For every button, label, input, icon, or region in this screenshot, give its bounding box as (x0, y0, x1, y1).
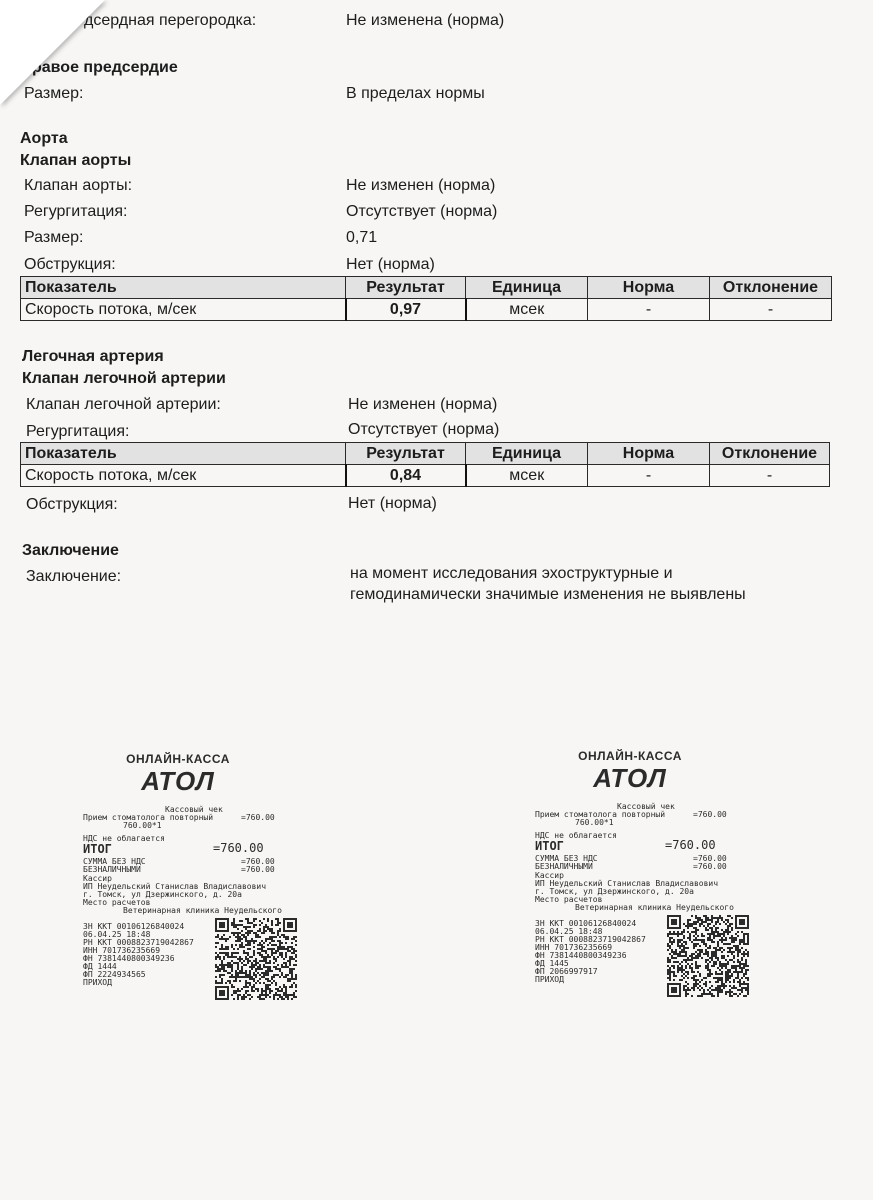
conclusion-text-line-1: на момент исследования эхоструктурные и (350, 565, 673, 582)
pulmonary-valve-label: Клапан легочной артерии: (26, 396, 221, 413)
receipt (535, 739, 755, 1007)
receipt-item-sum: =760.00 (241, 813, 275, 822)
receipt-no-vat-label: СУММА БЕЗ НДС (535, 854, 598, 863)
receipt-brand: ОНЛАЙН-КАССА (126, 752, 230, 766)
receipt-type: ПРИХОД (83, 978, 112, 987)
conclusion-label: Заключение: (26, 568, 122, 585)
receipt-cashless-label: БЕЗНАЛИЧНЫМИ (83, 865, 141, 874)
receipt-total-label: ИТОГ (535, 839, 564, 853)
receipt-item: Прием стоматолога повторный (83, 813, 214, 822)
aortic-valve-value: Не изменен (норма) (346, 177, 496, 194)
receipt-zn: ЗН ККТ 00106126840024 (83, 922, 185, 931)
col-header-result: Результат (346, 443, 466, 465)
receipt-total-value: =760.00 (665, 838, 716, 852)
right-atrium-size-label: Размер: (24, 85, 84, 102)
aortic-regurgitation-label: Регургитация: (24, 203, 128, 220)
receipt-fn: ФН 7381440800349236 (535, 951, 627, 960)
septum-value: Не изменена (норма) (346, 12, 505, 29)
receipt-seller: ИП Неудельский Станислав Владиславович (83, 882, 267, 891)
aortic-regurgitation-value: Отсутствует (норма) (346, 203, 498, 220)
receipt-brand: ОНЛАЙН-КАССА (578, 749, 682, 763)
receipt-qty-price: 760.00*1 (575, 818, 614, 827)
receipt-vat: НДС не облагается (535, 831, 617, 840)
receipt-cashier: Кассир (83, 874, 112, 883)
atol-logo: АТОЛ (141, 766, 215, 796)
receipt-type: ПРИХОД (535, 975, 564, 984)
receipt-item: Прием стоматолога повторный (535, 810, 666, 819)
receipt-no-vat-value: =760.00 (693, 854, 727, 863)
aortic-size-label: Размер: (24, 229, 84, 246)
atol-logo: АТОЛ (593, 763, 667, 793)
receipt-title: Кассовый чек (165, 805, 223, 814)
indicator-cell: Скорость потока, м/сек (21, 465, 346, 487)
result-cell: 0,84 (346, 465, 466, 487)
pulmonary-obstruction-value: Нет (норма) (348, 495, 437, 512)
pulmonary-flow-table (20, 442, 830, 487)
receipt-address: г. Томск, ул Дзержинского, д. 20а (83, 890, 242, 899)
col-header-norm: Норма (588, 277, 710, 299)
receipt-fd: ФД 1445 (535, 959, 569, 968)
receipt-place-label: Место расчетов (83, 898, 151, 907)
result-cell: 0,97 (346, 299, 466, 321)
receipt-fp: ФП 2224934565 (83, 970, 146, 979)
aortic-valve-heading: Клапан аорты (20, 152, 132, 169)
receipt-datetime: 06.04.25 18:48 (535, 927, 603, 936)
receipt-qty-price: 760.00*1 (123, 821, 162, 830)
table-row (21, 465, 830, 487)
right-atrium-size-value: В пределах нормы (346, 85, 485, 102)
col-header-indicator: Показатель (21, 443, 346, 465)
receipt-place-value: Ветеринарная клиника Неудельского (123, 906, 282, 915)
receipt-zn: ЗН ККТ 00106126840024 (535, 919, 637, 928)
table-header-row (21, 443, 830, 465)
norm-cell: - (588, 465, 710, 487)
pulmonary-valve-heading: Клапан легочной артерии (22, 370, 226, 387)
septum-label: дсердная перегородка: (84, 12, 257, 29)
receipt-address: г. Томск, ул Дзержинского, д. 20а (535, 887, 694, 896)
receipt-rn: РН ККТ 0008823719042867 (535, 935, 646, 944)
receipt (83, 742, 303, 1010)
pulmonary-valve-value: Не изменен (норма) (348, 396, 498, 413)
receipt-place-value: Ветеринарная клиника Неудельского (575, 903, 734, 912)
folded-corner (0, 0, 105, 105)
receipt-fd: ФД 1444 (83, 962, 117, 971)
qr-code (667, 915, 749, 997)
col-header-unit: Единица (466, 277, 588, 299)
unit-cell: мсек (466, 299, 588, 321)
norm-cell: - (588, 299, 710, 321)
pulmonary-regurgitation-label: Регургитация: (26, 423, 130, 440)
receipt-title: Кассовый чек (617, 802, 675, 811)
table-header-row (21, 277, 832, 299)
indicator-cell: Скорость потока, м/сек (21, 299, 346, 321)
right-atrium-heading: равое предсердие (32, 59, 178, 76)
pulmonary-obstruction-label: Обструкция: (26, 496, 118, 513)
aortic-obstruction-value: Нет (норма) (346, 256, 435, 273)
col-header-result: Результат (346, 277, 466, 299)
receipt-no-vat-value: =760.00 (241, 857, 275, 866)
col-header-norm: Норма (588, 443, 710, 465)
conclusion-text-line-2: гемодинамически значимые изменения не выявлены (350, 586, 746, 603)
receipt-no-vat-label: СУММА БЕЗ НДС (83, 857, 146, 866)
aortic-flow-table (20, 276, 832, 321)
qr-code (215, 918, 297, 1000)
receipt-cashier: Кассир (535, 871, 564, 880)
receipt-datetime: 06.04.25 18:48 (83, 930, 151, 939)
aortic-valve-label: Клапан аорты: (24, 177, 133, 194)
aortic-obstruction-label: Обструкция: (24, 256, 116, 273)
receipt-item-sum: =760.00 (693, 810, 727, 819)
receipt-fp: ФП 2066997917 (535, 967, 598, 976)
receipt-place-label: Место расчетов (535, 895, 603, 904)
aorta-heading: Аорта (20, 130, 68, 147)
receipt-cashless-value: =760.00 (241, 865, 275, 874)
receipt-fn: ФН 7381440800349236 (83, 954, 175, 963)
receipt-cashless-label: БЕЗНАЛИЧНЫМИ (535, 862, 593, 871)
table-row (21, 299, 832, 321)
receipt-seller: ИП Неудельский Станислав Владиславович (535, 879, 719, 888)
deviation-cell: - (710, 299, 832, 321)
col-header-indicator: Показатель (21, 277, 346, 299)
deviation-cell: - (710, 465, 830, 487)
pulmonary-regurgitation-value: Отсутствует (норма) (348, 421, 500, 438)
receipt-cashless-value: =760.00 (693, 862, 727, 871)
receipt-inn: ИНН 701736235669 (83, 946, 161, 955)
unit-cell: мсек (466, 465, 588, 487)
col-header-deviation: Отклонение (710, 277, 832, 299)
receipt-vat: НДС не облагается (83, 834, 165, 843)
col-header-unit: Единица (466, 443, 588, 465)
receipt-total-label: ИТОГ (83, 842, 112, 856)
aortic-size-value: 0,71 (346, 229, 378, 246)
receipt-total-value: =760.00 (213, 841, 264, 855)
pulmonary-heading: Легочная артерия (22, 348, 164, 365)
conclusion-heading: Заключение (22, 542, 119, 559)
receipt-rn: РН ККТ 0008823719042867 (83, 938, 194, 947)
col-header-deviation: Отклонение (710, 443, 830, 465)
receipt-inn: ИНН 701736235669 (535, 943, 613, 952)
